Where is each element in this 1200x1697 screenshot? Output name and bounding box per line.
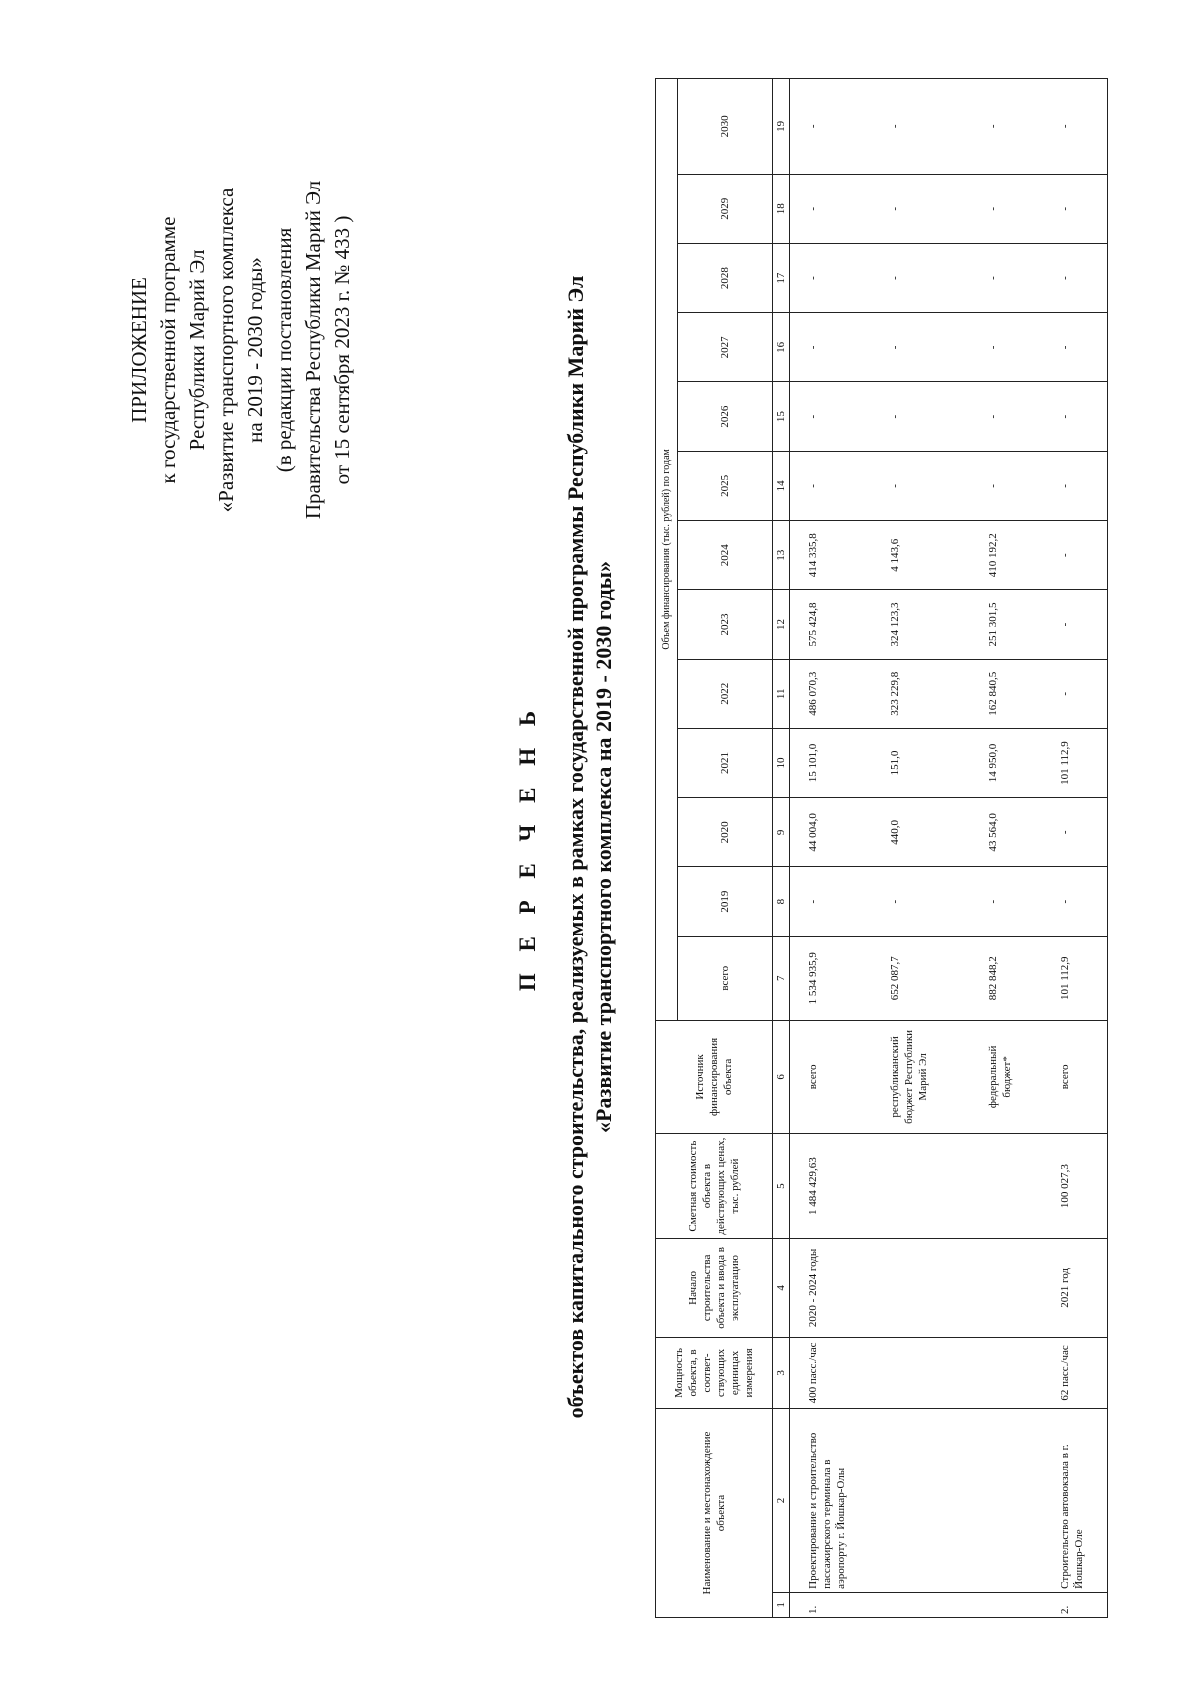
value-year: -	[1048, 313, 1108, 382]
value-year: 324 123,3	[878, 590, 976, 659]
row-number	[976, 1592, 1048, 1617]
object-cost: 1 484 429,63	[790, 1134, 878, 1239]
object-period	[878, 1239, 976, 1338]
header-year: 2020	[678, 798, 773, 867]
object-name: Проектирование и строительство пассажирского терминала в аэропорту г. Йошкар-Олы	[790, 1409, 878, 1593]
header-year: 2025	[678, 451, 773, 520]
column-number: 11	[773, 659, 790, 728]
value-year: -	[790, 451, 878, 520]
column-number: 9	[773, 798, 790, 867]
column-number: 13	[773, 521, 790, 590]
column-number: 17	[773, 243, 790, 312]
table-row	[790, 79, 878, 1618]
value-year: 410 192,2	[976, 521, 1048, 590]
value-year: -	[976, 382, 1048, 451]
value-total: 101 112,9	[1048, 936, 1108, 1020]
column-number: 16	[773, 313, 790, 382]
header-source: Источник финансирования объекта	[656, 1020, 773, 1133]
header-year: 2029	[678, 174, 773, 243]
object-capacity	[976, 1337, 1048, 1408]
column-number: 4	[773, 1239, 790, 1338]
table-row	[976, 79, 1048, 1618]
object-period	[976, 1239, 1048, 1338]
object-cost	[878, 1134, 976, 1239]
value-year: -	[790, 313, 878, 382]
column-number: 19	[773, 79, 790, 175]
column-number: 18	[773, 174, 790, 243]
value-year: -	[976, 79, 1048, 175]
value-year: -	[1048, 659, 1108, 728]
objects-table	[655, 78, 1108, 1618]
value-year: -	[976, 313, 1048, 382]
object-cost	[976, 1134, 1048, 1239]
value-year: -	[1048, 174, 1108, 243]
header-year: 2023	[678, 590, 773, 659]
funding-source: федеральный бюджет*	[976, 1020, 1048, 1133]
header-total: всего	[678, 936, 773, 1020]
appendix-line: (в редакции постановления	[272, 227, 296, 473]
appendix-block	[125, 90, 357, 610]
document-subtitle-line2: «Развитие транспортного комплекса на 2019 - 2030 годы»	[591, 561, 616, 1133]
column-number: 2	[773, 1409, 790, 1593]
table-row	[878, 79, 976, 1618]
appendix-line: Республики Марий Эл	[185, 249, 209, 451]
row-number: 2.	[1048, 1592, 1108, 1617]
row-number: 1.	[790, 1592, 878, 1617]
table-row	[1048, 79, 1108, 1618]
value-year: 323 229,8	[878, 659, 976, 728]
value-year: 14 950,0	[976, 728, 1048, 797]
column-number: 7	[773, 936, 790, 1020]
value-year: -	[878, 382, 976, 451]
value-year: 43 564,0	[976, 798, 1048, 867]
appendix-line: Правительства Республики Марий Эл	[301, 180, 325, 520]
value-year: 440,0	[878, 798, 976, 867]
column-number: 8	[773, 867, 790, 936]
document-subtitle-line1: объектов капитального строительства, реализуемых в рамках государственной программы Республики Марий Эл	[563, 275, 588, 1419]
value-year: -	[1048, 798, 1108, 867]
value-year: -	[1048, 590, 1108, 659]
value-total: 652 087,7	[878, 936, 976, 1020]
column-number: 10	[773, 728, 790, 797]
column-number: 12	[773, 590, 790, 659]
value-year: 575 424,8	[790, 590, 878, 659]
value-year: -	[790, 174, 878, 243]
value-year: -	[790, 243, 878, 312]
value-year: -	[976, 867, 1048, 936]
value-year: -	[878, 174, 976, 243]
value-year: -	[878, 867, 976, 936]
value-year: 251 301,5	[976, 590, 1048, 659]
object-name: Строительство автовокзала в г. Йошкар-Оле	[1048, 1409, 1108, 1593]
appendix-line: к государственной программе	[156, 216, 180, 484]
value-year: -	[878, 313, 976, 382]
value-year: -	[790, 382, 878, 451]
value-year: 101 112,9	[1048, 728, 1108, 797]
object-name	[878, 1409, 976, 1593]
document-title: П Е Р Е Ч Е Н Ь	[515, 702, 540, 992]
header-year: 2021	[678, 728, 773, 797]
value-year: -	[1048, 382, 1108, 451]
header-year: 2026	[678, 382, 773, 451]
header-capacity: Мощность объекта, в соответ-ствующих единицах измерения	[656, 1337, 773, 1408]
header-year: 2019	[678, 867, 773, 936]
header-year: 2027	[678, 313, 773, 382]
value-year: -	[878, 243, 976, 312]
value-total: 1 534 935,9	[790, 936, 878, 1020]
value-year: 486 070,3	[790, 659, 878, 728]
value-year: -	[976, 174, 1048, 243]
object-capacity: 400 пасс./час	[790, 1337, 878, 1408]
value-year: -	[976, 243, 1048, 312]
value-year: -	[878, 79, 976, 175]
value-year: 151,0	[878, 728, 976, 797]
value-year: -	[1048, 867, 1108, 936]
object-cost: 100 027,3	[1048, 1134, 1108, 1239]
value-year: -	[1048, 243, 1108, 312]
value-year: -	[790, 79, 878, 175]
appendix-line: «Развитие транспортного комплекса	[214, 187, 238, 513]
value-year: 414 335,8	[790, 521, 878, 590]
header-start: Начало строительства объекта и ввода в эксплуатацию	[656, 1239, 773, 1338]
column-number: 5	[773, 1134, 790, 1239]
funding-source: всего	[790, 1020, 878, 1133]
column-number: 14	[773, 451, 790, 520]
object-period: 2021 год	[1048, 1239, 1108, 1338]
header-cost: Сметная стоимость объекта в действующих ценах, тыс. рублей	[656, 1134, 773, 1239]
value-year: 4 143,6	[878, 521, 976, 590]
column-number: 6	[773, 1020, 790, 1133]
header-funding-group: Объем финансирования (тыс. рублей) по годам	[656, 79, 678, 1021]
value-year: 44 004,0	[790, 798, 878, 867]
header-year: 2022	[678, 659, 773, 728]
column-number: 15	[773, 382, 790, 451]
funding-source: республиканский бюджет Республики Марий Эл	[878, 1020, 976, 1133]
value-year: 15 101,0	[790, 728, 878, 797]
column-number: 3	[773, 1337, 790, 1408]
value-year: -	[976, 451, 1048, 520]
value-total: 882 848,2	[976, 936, 1048, 1020]
object-capacity: 62 пасс./час	[1048, 1337, 1108, 1408]
header-name: Наименование и местонахождение объекта	[656, 1409, 773, 1618]
value-year: 162 840,5	[976, 659, 1048, 728]
appendix-line: ПРИЛОЖЕНИЕ	[127, 277, 151, 423]
value-year: -	[790, 867, 878, 936]
funding-source: всего	[1048, 1020, 1108, 1133]
value-year: -	[878, 451, 976, 520]
header-year: 2024	[678, 521, 773, 590]
object-capacity	[878, 1337, 976, 1408]
value-year: -	[1048, 79, 1108, 175]
row-number	[878, 1592, 976, 1617]
object-name	[976, 1409, 1048, 1593]
header-year: 2028	[678, 243, 773, 312]
object-period: 2020 - 2024 годы	[790, 1239, 878, 1338]
value-year: -	[1048, 451, 1108, 520]
appendix-line: на 2019 - 2030 годы»	[243, 257, 267, 443]
appendix-line: от 15 сентября 2023 г. № 433 )	[330, 215, 354, 485]
value-year: -	[1048, 521, 1108, 590]
header-year: 2030	[678, 79, 773, 175]
column-number: 1	[773, 1592, 790, 1617]
